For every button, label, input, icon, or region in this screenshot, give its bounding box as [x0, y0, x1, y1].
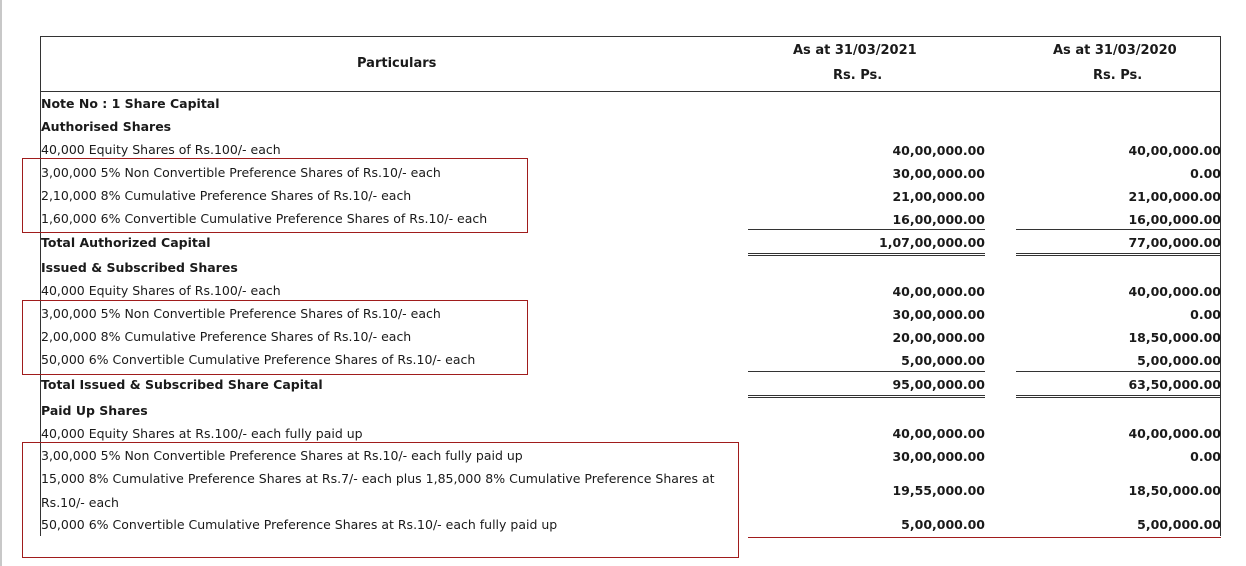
table-row-section-issued: Issued & Subscribed Shares: [41, 260, 238, 275]
table-row-total-issued: Total Issued & Subscribed Share Capital: [41, 377, 323, 392]
table-row-label: 40,000 Equity Shares of Rs.100/- each: [41, 283, 281, 298]
amount-2021: 16,00,000.00: [892, 212, 985, 227]
subtotal-line-2020: [1016, 371, 1221, 372]
table-row-note-title: Note No : 1 Share Capital: [41, 96, 220, 111]
amount-2021: 30,00,000.00: [892, 307, 985, 322]
amount-2021: 40,00,000.00: [892, 284, 985, 299]
amount-2021: 40,00,000.00: [892, 426, 985, 441]
table-row-label: 15,000 8% Cumulative Preference Shares at Rs.7/- each plus 1,85,000 8% Cumulative Preference Shares at: [41, 471, 715, 486]
double-underline-2020: [1016, 395, 1221, 398]
highlight-box-issued: [22, 300, 528, 375]
table-row-label: 3,00,000 5% Non Convertible Preference Shares of Rs.10/- each: [41, 306, 441, 321]
amount-2020: 40,00,000.00: [1128, 426, 1221, 441]
table-row-label: 50,000 6% Convertible Cumulative Preference Shares at Rs.10/- each fully paid up: [41, 517, 558, 532]
table-row-section-authorised: Authorised Shares: [41, 119, 172, 134]
amount-2021: 30,00,000.00: [892, 449, 985, 464]
amount-2021: 20,00,000.00: [892, 330, 985, 345]
amount-2021: 5,00,000.00: [901, 353, 985, 368]
amount-2021: 30,00,000.00: [892, 166, 985, 181]
table-row-label: 50,000 6% Convertible Cumulative Preference Shares of Rs.10/- each: [41, 352, 476, 367]
table-row-label: 3,00,000 5% Non Convertible Preference Shares at Rs.10/- each fully paid up: [41, 448, 523, 463]
total-2020: 63,50,000.00: [1128, 377, 1221, 392]
table-row-label-continued: Rs.10/- each: [41, 495, 119, 510]
page-left-border: [0, 0, 2, 566]
amount-2021: 21,00,000.00: [892, 189, 985, 204]
total-2021: 95,00,000.00: [892, 377, 985, 392]
amount-2020: 21,00,000.00: [1128, 189, 1221, 204]
amount-2021: 5,00,000.00: [901, 517, 985, 532]
header-col2-date: As at 31/03/2020: [1053, 43, 1177, 58]
double-underline-2020: [1016, 253, 1221, 256]
table-row-label: 1,60,000 6% Convertible Cumulative Preference Shares of Rs.10/- each: [41, 211, 488, 226]
amount-2020: 5,00,000.00: [1137, 353, 1221, 368]
header-col2-unit: Rs. Ps.: [1093, 68, 1143, 83]
amount-2020: 18,50,000.00: [1128, 483, 1221, 498]
bottom-red-line: [748, 537, 1221, 538]
subtotal-line-2021: [748, 229, 985, 230]
table-row-label: 40,000 Equity Shares at Rs.100/- each fully paid up: [41, 426, 363, 441]
highlight-box-authorised: [22, 158, 528, 233]
header-divider: [41, 91, 1220, 92]
table-header: [40, 36, 1221, 92]
table-row-label: 40,000 Equity Shares of Rs.100/- each: [41, 142, 281, 157]
table-row-total-authorized: Total Authorized Capital: [41, 235, 211, 250]
amount-2020: 40,00,000.00: [1128, 284, 1221, 299]
subtotal-line-2021: [748, 371, 985, 372]
subtotal-line-2020: [1016, 229, 1221, 230]
amount-2020: 0.00: [1190, 166, 1221, 181]
double-underline-2021: [748, 253, 985, 256]
header-col1-date: As at 31/03/2021: [793, 43, 917, 58]
table-row-section-paid-up: Paid Up Shares: [41, 403, 148, 418]
highlight-box-paid-up: [22, 442, 739, 558]
table-row-label: 2,10,000 8% Cumulative Preference Shares of Rs.10/- each: [41, 188, 412, 203]
amount-2020: 0.00: [1190, 449, 1221, 464]
double-underline-2021: [748, 395, 985, 398]
amount-2020: 5,00,000.00: [1137, 517, 1221, 532]
amount-2020: 40,00,000.00: [1128, 143, 1221, 158]
amount-2021: 19,55,000.00: [892, 483, 985, 498]
amount-2021: 40,00,000.00: [892, 143, 985, 158]
total-2020: 77,00,000.00: [1128, 235, 1221, 250]
total-2021: 1,07,00,000.00: [879, 235, 985, 250]
amount-2020: 18,50,000.00: [1128, 330, 1221, 345]
amount-2020: 16,00,000.00: [1128, 212, 1221, 227]
header-col1-unit: Rs. Ps.: [833, 68, 883, 83]
header-particulars: Particulars: [357, 56, 437, 71]
table-row-label: 2,00,000 8% Cumulative Preference Shares of Rs.10/- each: [41, 329, 412, 344]
amount-2020: 0.00: [1190, 307, 1221, 322]
table-row-label: 3,00,000 5% Non Convertible Preference Shares of Rs.10/- each: [41, 165, 441, 180]
